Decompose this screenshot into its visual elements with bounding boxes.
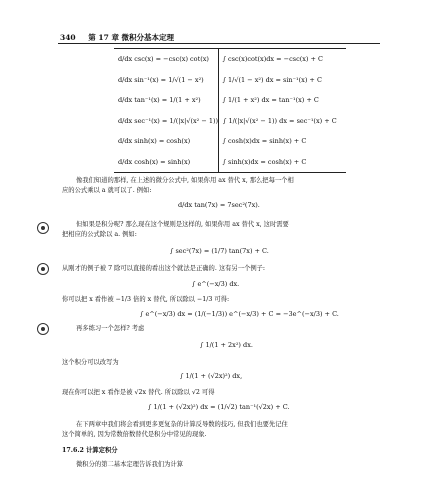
equation: d/dx tan(7x) = 7sec²(7x). (178, 201, 260, 209)
equation: ∫ 1/(1 + (√2x)²) dx, (180, 372, 243, 380)
paragraph-line: 现在你可以把 x 看作是被 √2x 替代. 所以除以 √2 可得 (62, 389, 215, 396)
table-row (114, 90, 346, 111)
derivative-formula: d/dx sin⁻¹(x) = 1/√(1 − x²) (118, 75, 204, 84)
table-row (114, 152, 346, 173)
integral-formula: ∫ 1/(1 + x²) dx = tan⁻¹(x) + C (218, 90, 346, 111)
page-number: 340 (60, 33, 76, 42)
margin-marker-icon (37, 323, 49, 335)
table-row (114, 49, 346, 70)
integral-formula: ∫ sinh(x)dx = cosh(x) + C (218, 152, 346, 173)
paragraph-line: 但如果是积分呢? 那么现在这个规则是这样的, 如果你用 ax 替代 x, 这时需要 (76, 221, 289, 228)
equation: ∫ 1/(1 + (√2x)²) dx = (1/√2) tan⁻¹(√2x) + C. (148, 403, 290, 411)
page-header (60, 32, 380, 43)
equation: ∫ 1/(1 + 2x²) dx. (200, 341, 253, 349)
section-heading: 17.6.2 计算定积分 (62, 447, 118, 454)
margin-marker-icon (37, 222, 49, 234)
table-row (114, 131, 346, 152)
derivative-formula: d/dx cosh(x) = sinh(x) (118, 157, 191, 166)
paragraph-line: 把相应的公式除以 a. 例如: (62, 231, 137, 238)
equation: ∫ e^(−x/3) dx. (192, 280, 240, 288)
paragraph-line: 像我们知道的那样, 在上述的微分公式中, 如果你用 ax 替代 x, 那么把每一个相 (76, 177, 294, 184)
integral-formula: ∫ csc(x)cot(x)dx = −csc(x) + C (218, 49, 346, 70)
margin-marker-icon (37, 263, 49, 275)
paragraph-line: 从刚才的例子被 7 除可以直接的看出这个就法是正确的. 这有另一个例子: (62, 265, 266, 272)
paragraph-line: 微积分的第二基本定理告诉我们为计算 (76, 461, 184, 468)
derivative-formula: d/dx sec⁻¹(x) = 1/(|x|√(x² − 1)) (118, 116, 219, 125)
equation: ∫ sec²(7x) = (1/7) tan(7x) + C. (170, 247, 269, 255)
derivative-formula: d/dx tan⁻¹(x) = 1/(1 + x²) (118, 96, 201, 105)
derivative-formula: d/dx csc(x) = −csc(x) cot(x) (118, 55, 209, 64)
table-row (114, 70, 346, 91)
header-rule (58, 43, 380, 44)
formula-table (114, 48, 346, 173)
paragraph-line: 再多练习一个怎样? 考虑 (76, 325, 145, 332)
paragraph-line: 在下两章中我们将会看到更多更复杂的计算反导数的技巧, 但我们也要先记住 (76, 421, 288, 428)
paragraph-line: 应的公式乘以 a 就可以了. 例如: (62, 187, 152, 194)
paragraph-line: 你可以把 x 看作被 −1/3 倍的 x 替代, 所以除以 −1/3 可得: (62, 296, 230, 303)
derivative-formula: d/dx sinh(x) = cosh(x) (118, 137, 191, 146)
integral-formula: ∫ 1/√(1 − x²) dx = sin⁻¹(x) + C (218, 70, 346, 91)
paragraph-line: 这个简单的, 因为常数倍数替代是积分中常见的现象. (62, 431, 207, 438)
table-row (114, 111, 346, 132)
paragraph-line: 这个积分可以改写为 (62, 359, 119, 366)
equation: ∫ e^(−x/3) dx = (1/(−1/3)) e^(−x/3) + C = −3e^(−x/3) + C. (140, 310, 339, 318)
integral-formula: ∫ 1/(|x|√(x² − 1)) dx = sec⁻¹(x) + C (218, 111, 346, 132)
integral-formula: ∫ cosh(x)dx = sinh(x) + C (218, 131, 346, 152)
chapter-title: 第 17 章 微积分基本定理 (88, 33, 175, 42)
